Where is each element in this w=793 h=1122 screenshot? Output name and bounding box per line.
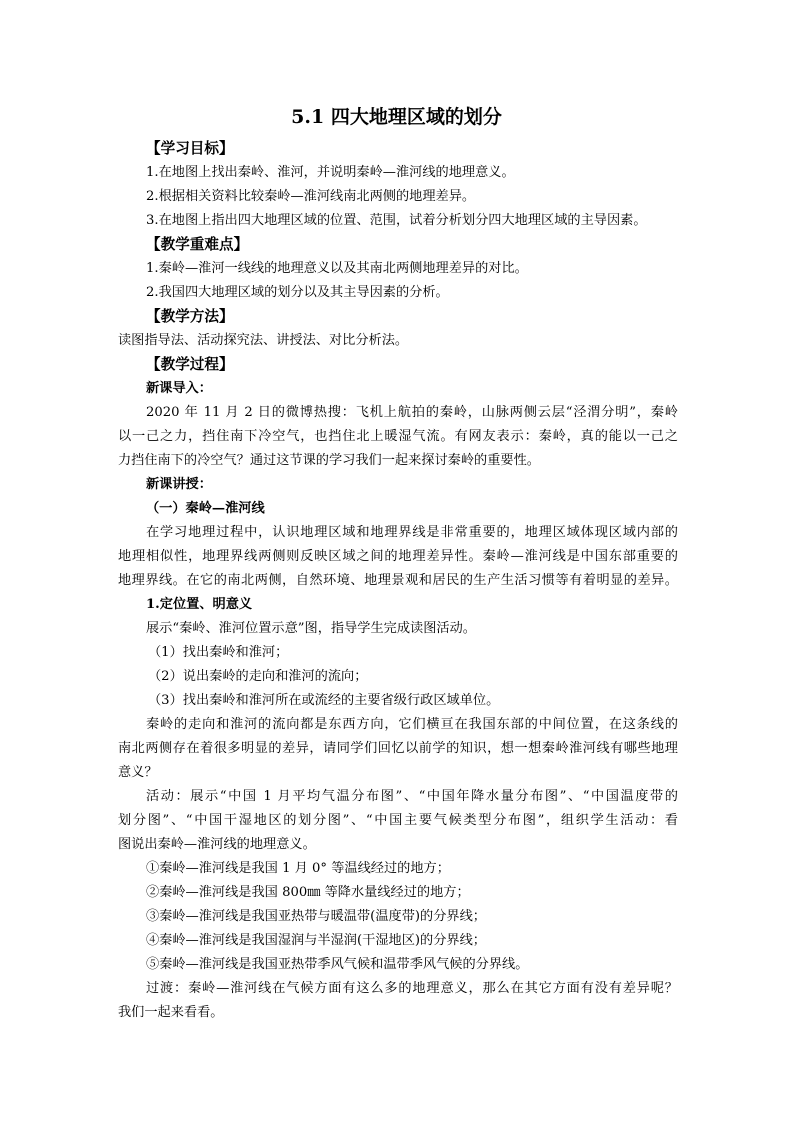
s1-intro: 展示“秦岭、淮河位置示意”图，指导学生完成读图活动。 [146,621,476,636]
transition-line: 过渡：秦岭—淮河线在气候方面有这么多的地理意义，那么在其它方面有没有差异呢？ [146,981,678,996]
meaning-item: ⑤秦岭—淮河线是我国亚热带季风气候和温带季风气候的分界线。 [146,957,529,972]
goal-item: 2.根据相关资料比较秦岭—淮河线南北两侧的地理差异。 [146,189,476,204]
goal-item: 3.在地图上指出四大地理区域的位置、范围，试着分析划分四大地理区域的主导因素。 [146,213,647,228]
intro-line: 力挡住南下的冷空气？通过这节课的学习我们一起来探讨秦岭的重要性。 [118,453,540,468]
part1-line: 在学习地理过程中，认识地理区域和地理界线是非常重要的，地理区域体现区域内部的 [146,525,678,540]
intro-line: 2020 年 11 月 2 日的微博热搜：飞机上航拍的秦岭，山脉两侧云层“泾渭分明”，秦岭 [146,405,678,420]
activity-line: 划分图”、“中国干湿地区的划分图”、“中国主要气候类型分布图”，组织学生活动：看 [118,813,678,828]
s1-para-line: 南北两侧存在着很多明显的差异，请同学们回忆以前学的知识，想一想秦岭淮河线有哪些地理 [118,741,678,756]
intro-line: 以一己之力，挡住南下冷空气，也挡住北上暖湿气流。有网友表示：秦岭，真的能以一己之 [118,429,678,444]
goals-heading: 【学习目标】 [146,140,234,157]
activity-line: 活动：展示“中国 1 月平均气温分布图”、“中国年降水量分布图”、“中国温度带的 [146,789,678,804]
s1-step: （2）说出秦岭的走向和淮河的流向； [148,669,368,684]
intro-heading: 新课导入： [146,381,212,396]
meaning-item: ①秦岭—淮河线是我国 1 月 0° 等温线经过的地方； [146,861,450,876]
goal-item: 1.在地图上找出秦岭、淮河，并说明秦岭—淮河线的地理意义。 [146,165,515,180]
meaning-item: ③秦岭—淮河线是我国亚热带与暖温带(温度带)的分界线； [146,909,486,924]
part1-line: 地理界线。在它的南北两侧，自然环境、地理景观和居民的生产生活习惯等有着明显的差异。 [118,573,678,588]
part1-heading: （一）秦岭—淮河线 [146,501,265,516]
key-heading: 【教学重难点】 [146,236,249,253]
transition-line: 我们一起来看看。 [118,1005,224,1020]
s1-step: （3）找出秦岭和淮河所在或流经的主要省级行政区域单位。 [148,693,500,708]
page-title: 5.1 四大地理区域的划分 [291,106,502,128]
meaning-item: ④秦岭—淮河线是我国湿润与半湿润(干湿地区)的分界线； [146,933,486,948]
s1-step: （1）找出秦岭和淮河； [148,645,289,660]
s1-para-line: 意义？ [118,765,158,780]
s1-heading: 1.定位置、明意义 [146,597,253,612]
lecture-heading: 新课讲授： [146,477,212,492]
part1-line: 地理相似性，地理界线两侧则反映区域之间的地理差异性。秦岭—淮河线是中国东部重要的 [118,549,678,564]
s1-para-line: 秦岭的走向和淮河的流向都是东西方向，它们横亘在我国东部的中间位置，在这条线的 [146,717,678,732]
meaning-item: ②秦岭—淮河线是我国 800㎜ 等降水量线经过的地方； [146,885,470,900]
key-item: 1.秦岭—淮河一线线的地理意义以及其南北两侧地理差异的对比。 [146,261,528,276]
method-text: 读图指导法、活动探究法、讲授法、对比分析法。 [118,333,409,348]
activity-line: 图说出秦岭—淮河线的地理意义。 [118,837,316,852]
process-heading: 【教学过程】 [146,356,234,373]
key-item: 2.我国四大地理区域的划分以及其主导因素的分析。 [146,285,449,300]
method-heading: 【教学方法】 [146,308,234,325]
